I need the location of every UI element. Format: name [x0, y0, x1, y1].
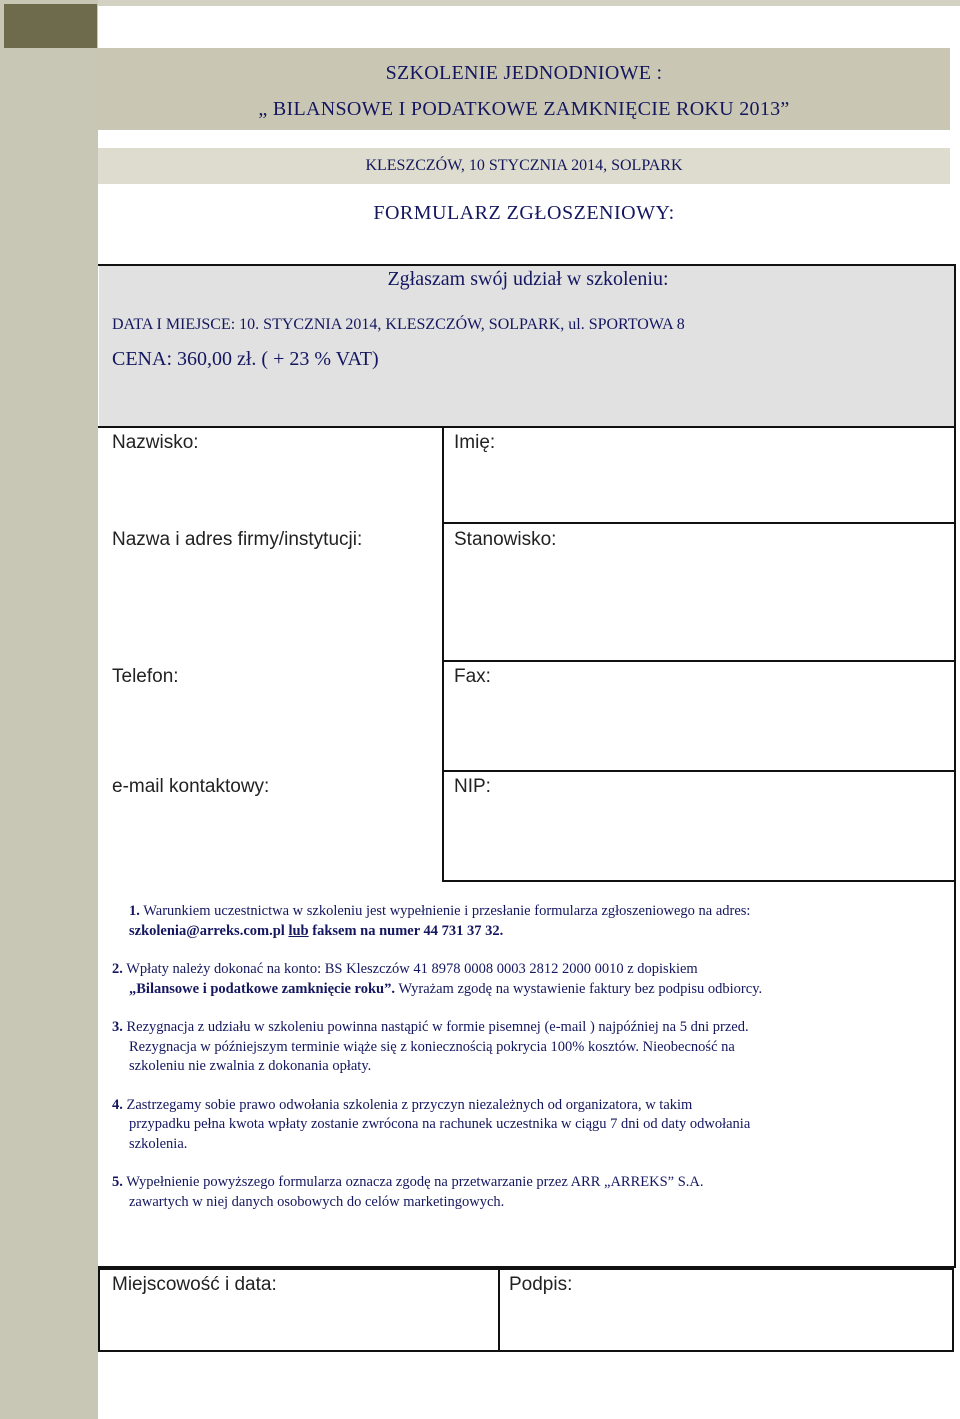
note-4 [112, 1096, 932, 1155]
terms-notes [112, 902, 932, 1231]
signature-divider [498, 1268, 500, 1352]
left-decorative-strip [0, 0, 98, 1419]
field-divider-bottom [442, 880, 956, 882]
event-price: CENA: 360,00 zł. ( + 23 % VAT) [112, 348, 379, 370]
note-text: lub [288, 922, 309, 939]
top-decorative-band [98, 0, 960, 6]
note-text: Rezygnacja z udziału w szkoleniu powinna nastąpić w formie pisemnej (e-mail ) najpóźniej na 5 dni przed. [122, 1019, 749, 1035]
position-field[interactable]: Stanowisko: [454, 529, 557, 550]
field-divider-right-3 [442, 770, 956, 772]
corner-decorative-block [4, 4, 97, 48]
note-text: Wypełnienie powyższego formularza oznacza zgodę na przetwarzanie przez ARR „ARREKS” S.A. [122, 1174, 704, 1190]
note-text: szkoleniu nie zwalnia z dokonania opłaty. [129, 1058, 372, 1074]
field-divider-right-2 [442, 660, 956, 662]
note-text: Zastrzegamy sobie prawo odwołania szkolenia z przyczyn niezależnych od organizatora, w takim [122, 1096, 693, 1113]
email-field[interactable]: e-mail kontaktowy: [112, 776, 270, 797]
document-title-line2: „ BILANSOWE I PODATKOWE ZAMKNIĘCIE ROKU 2013” [258, 98, 790, 120]
note-number: 1. [129, 903, 140, 919]
contact-fax: faksem na numer 44 731 37 32. [308, 922, 504, 939]
company-field[interactable]: Nazwa i adres firmy/instytucji: [112, 529, 363, 550]
surname-field[interactable]: Nazwisko: [112, 432, 199, 453]
document-title-line1: SZKOLENIE JEDNODNIOWE : [385, 62, 663, 84]
place-date-field[interactable]: Miejscowość i data: [112, 1274, 277, 1295]
signature-field[interactable]: Podpis: [509, 1274, 573, 1295]
note-3 [112, 1018, 932, 1077]
note-text: Wyrażam zgodę na wystawienie faktury bez podpisu odbiorcy. [394, 980, 763, 997]
fax-field[interactable]: Fax: [454, 666, 491, 687]
contact-email-link[interactable]: szkolenia@arreks.com.pl [129, 922, 289, 939]
transfer-title: „Bilansowe i podatkowe zamknięcie roku”. [129, 980, 395, 997]
note-5 [112, 1173, 932, 1212]
note-1 [112, 902, 932, 941]
field-column-divider [442, 426, 444, 882]
note-number: 3. [112, 1019, 123, 1035]
registration-announcement: Zgłaszam swój udział w szkoleniu: [387, 268, 669, 290]
event-date-location: DATA I MIEJSCE: 10. STYCZNIA 2014, KLESZCZÓW, SOLPARK, ul. SPORTOWA 8 [112, 316, 685, 333]
note-number: 4. [112, 1096, 123, 1113]
note-text: Wpłaty należy dokonać na konto: BS Kleszczów 41 8978 0008 0003 2812 2000 0010 z dopiskiem [122, 961, 698, 977]
note-text: szkolenia. [129, 1135, 188, 1152]
note-text: zawartych w niej danych osobowych do celów marketingowych. [129, 1193, 505, 1210]
form-title: FORMULARZ ZGŁOSZENIOWY: [373, 202, 675, 224]
nip-field[interactable]: NIP: [454, 776, 491, 797]
note-text: Warunkiem uczestnictwa w szkoleniu jest wypełnienie i przesłanie formularza zgłoszeniowego na adres: [139, 903, 751, 919]
note-number: 2. [112, 961, 123, 977]
note-number: 5. [112, 1174, 123, 1190]
note-text: przypadku pełna kwota wpłaty zostanie zwrócona na rachunek uczestnika w ciągu 7 dni od daty odwołania [129, 1116, 751, 1132]
event-date-place: KLESZCZÓW, 10 STYCZNIA 2014, SOLPARK [365, 157, 683, 174]
field-divider-right-1 [442, 522, 956, 524]
field-divider-top [98, 426, 956, 428]
phone-field[interactable]: Telefon: [112, 666, 179, 687]
note-text: Rezygnacja w późniejszym terminie wiąże się z koniecznością pokrycia 100% kosztów. Nieobecność na [129, 1038, 735, 1055]
note-2 [112, 960, 932, 999]
first-name-field[interactable]: Imię: [454, 432, 496, 453]
